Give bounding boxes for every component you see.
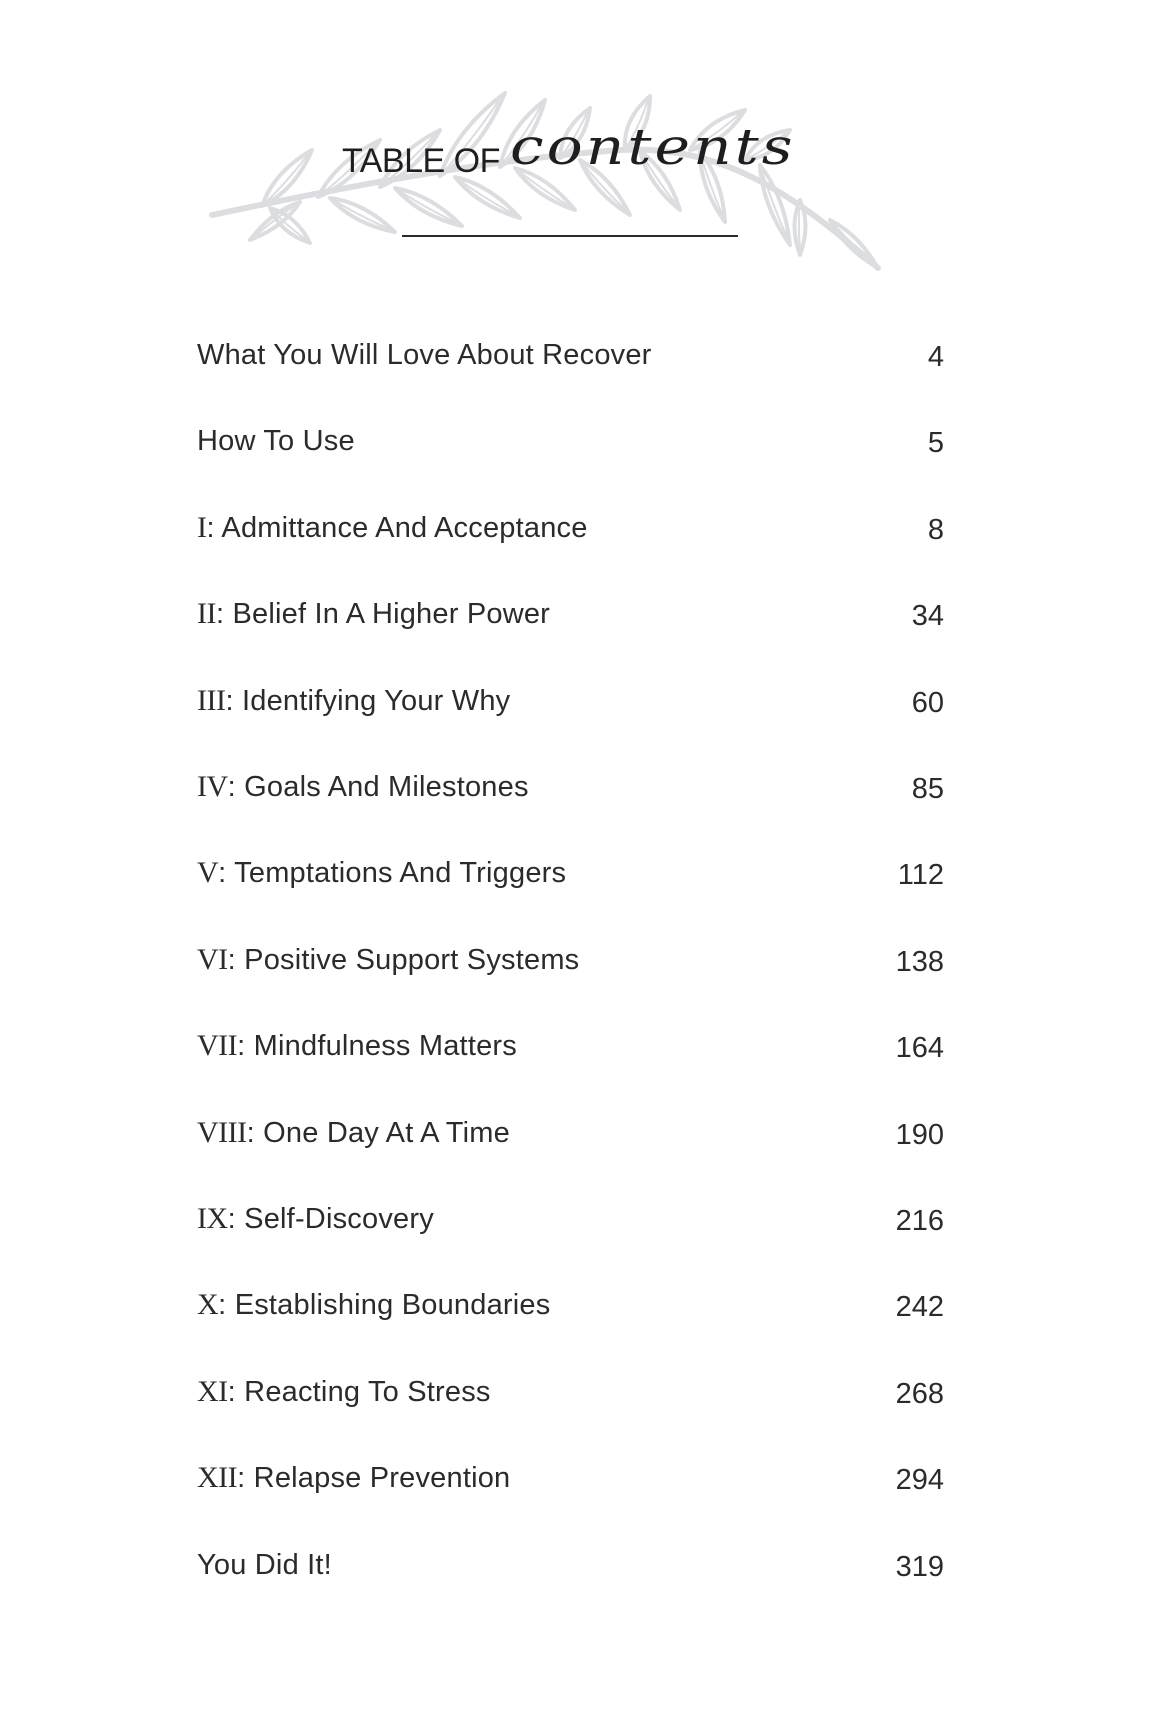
chapter-numeral: II — [197, 597, 216, 631]
toc-entry-page-number: 268 — [895, 1377, 944, 1410]
toc-entry-label: Positive Support Systems — [244, 943, 580, 976]
toc-entry-label: You Did It! — [197, 1548, 332, 1581]
toc-entry[interactable] — [197, 338, 947, 378]
toc-entry-label: What You Will Love About Recover — [197, 339, 652, 371]
numeral-separator: : — [225, 684, 242, 717]
chapter-numeral: III — [197, 683, 226, 717]
toc-entry-title — [197, 943, 579, 977]
chapter-numeral: VII — [197, 1029, 238, 1063]
toc-entry[interactable] — [197, 1029, 947, 1069]
toc-entry-label: One Day At A Time — [263, 1116, 510, 1149]
toc-entry-label: How To Use — [197, 425, 355, 458]
toc-entry[interactable] — [197, 770, 947, 810]
toc-entry-title — [197, 424, 355, 458]
numeral-separator: : — [237, 1030, 254, 1063]
toc-entry-label: Temptations And Triggers — [234, 857, 567, 890]
toc-entry-title — [197, 338, 652, 372]
numeral-separator: : — [246, 1116, 264, 1149]
toc-entry-label: Mindfulness Matters — [253, 1030, 517, 1063]
toc-entry-page-number: 85 — [911, 773, 944, 805]
toc-entry[interactable] — [197, 1548, 947, 1588]
toc-entry-page-number: 216 — [895, 1205, 944, 1237]
leafy-branch-icon — [0, 0, 1158, 360]
numeral-separator: : — [218, 1289, 235, 1322]
toc-entry[interactable] — [197, 684, 947, 724]
toc-entry[interactable] — [197, 1116, 947, 1156]
toc-entry-title — [197, 770, 529, 804]
numeral-separator: : — [227, 1203, 245, 1235]
toc-entry[interactable] — [197, 1202, 947, 1242]
toc-entry-title — [197, 684, 510, 718]
toc-entry-page-number: 4 — [927, 341, 944, 373]
toc-entry-page-number: 60 — [911, 686, 944, 719]
title-table-of: TABLE OF — [342, 142, 500, 180]
toc-entry[interactable] — [197, 597, 947, 637]
toc-entry-label: Establishing Boundaries — [234, 1289, 551, 1322]
toc-entry-title — [197, 856, 566, 890]
toc-entry-page-number: 5 — [927, 427, 944, 460]
toc-entry-page-number: 319 — [895, 1550, 944, 1583]
toc-entry-title — [197, 1288, 550, 1322]
chapter-numeral: VI — [197, 942, 228, 976]
numeral-separator: : — [218, 857, 235, 890]
toc-entry-page-number: 242 — [895, 1291, 944, 1324]
toc-entry-page-number: 112 — [897, 859, 944, 892]
toc-entry-label: Self-Discovery — [244, 1203, 434, 1235]
toc-entry-title — [197, 1202, 434, 1236]
toc-entry-title — [197, 511, 588, 545]
toc-entry-page-number: 164 — [895, 1032, 944, 1065]
toc-entry-page-number: 34 — [911, 600, 944, 633]
toc-entry-title — [197, 1548, 332, 1582]
toc-entry-label: Belief In A Higher Power — [232, 598, 551, 631]
chapter-numeral: X — [197, 1288, 219, 1322]
leaf-vein — [330, 198, 389, 229]
title-underline-divider — [402, 235, 738, 237]
toc-entry-page-number: 294 — [895, 1464, 944, 1497]
toc-entry-title — [197, 1375, 491, 1409]
chapter-numeral: XI — [197, 1374, 228, 1408]
numeral-separator: : — [227, 771, 245, 803]
toc-entry[interactable] — [197, 1375, 947, 1415]
leaf-vein — [395, 188, 455, 222]
chapter-numeral: V — [197, 856, 219, 890]
toc-entry[interactable] — [197, 1461, 947, 1501]
leaf-vein — [799, 200, 800, 250]
toc-entry[interactable] — [197, 511, 947, 551]
toc-entry-page-number: 138 — [895, 945, 944, 978]
leaf-vein — [830, 220, 873, 263]
numeral-separator: : — [227, 943, 245, 976]
numeral-separator: : — [237, 1462, 254, 1495]
toc-entry[interactable] — [197, 424, 947, 464]
title-contents-script: contents — [510, 119, 796, 177]
toc-entry-title — [197, 1029, 517, 1063]
toc-entry-page-number: 190 — [895, 1118, 944, 1151]
chapter-numeral: XII — [197, 1461, 238, 1495]
numeral-separator: : — [206, 511, 222, 544]
numeral-separator: : — [227, 1375, 245, 1408]
chapter-numeral: VIII — [197, 1115, 247, 1149]
toc-entry[interactable] — [197, 856, 947, 896]
toc-entry[interactable] — [197, 1288, 947, 1328]
toc-entry-label: Relapse Prevention — [253, 1462, 511, 1495]
chapter-numeral: IV — [197, 770, 228, 803]
toc-entry-page-number: 8 — [927, 513, 944, 546]
chapter-numeral: IX — [197, 1202, 228, 1235]
toc-entry-title — [197, 1461, 510, 1495]
numeral-separator: : — [215, 598, 233, 631]
toc-entry-label: Admittance And Acceptance — [221, 511, 588, 544]
toc-entry-label: Identifying Your Why — [242, 684, 511, 717]
toc-entry-label: Goals And Milestones — [244, 771, 529, 803]
toc-entry-title — [197, 1116, 510, 1150]
leaf-vein — [455, 177, 514, 214]
chapter-numeral: I — [197, 510, 207, 544]
toc-entry[interactable] — [197, 943, 947, 983]
toc-entry-title — [197, 597, 550, 631]
toc-entry-label: Reacting To Stress — [244, 1375, 491, 1408]
